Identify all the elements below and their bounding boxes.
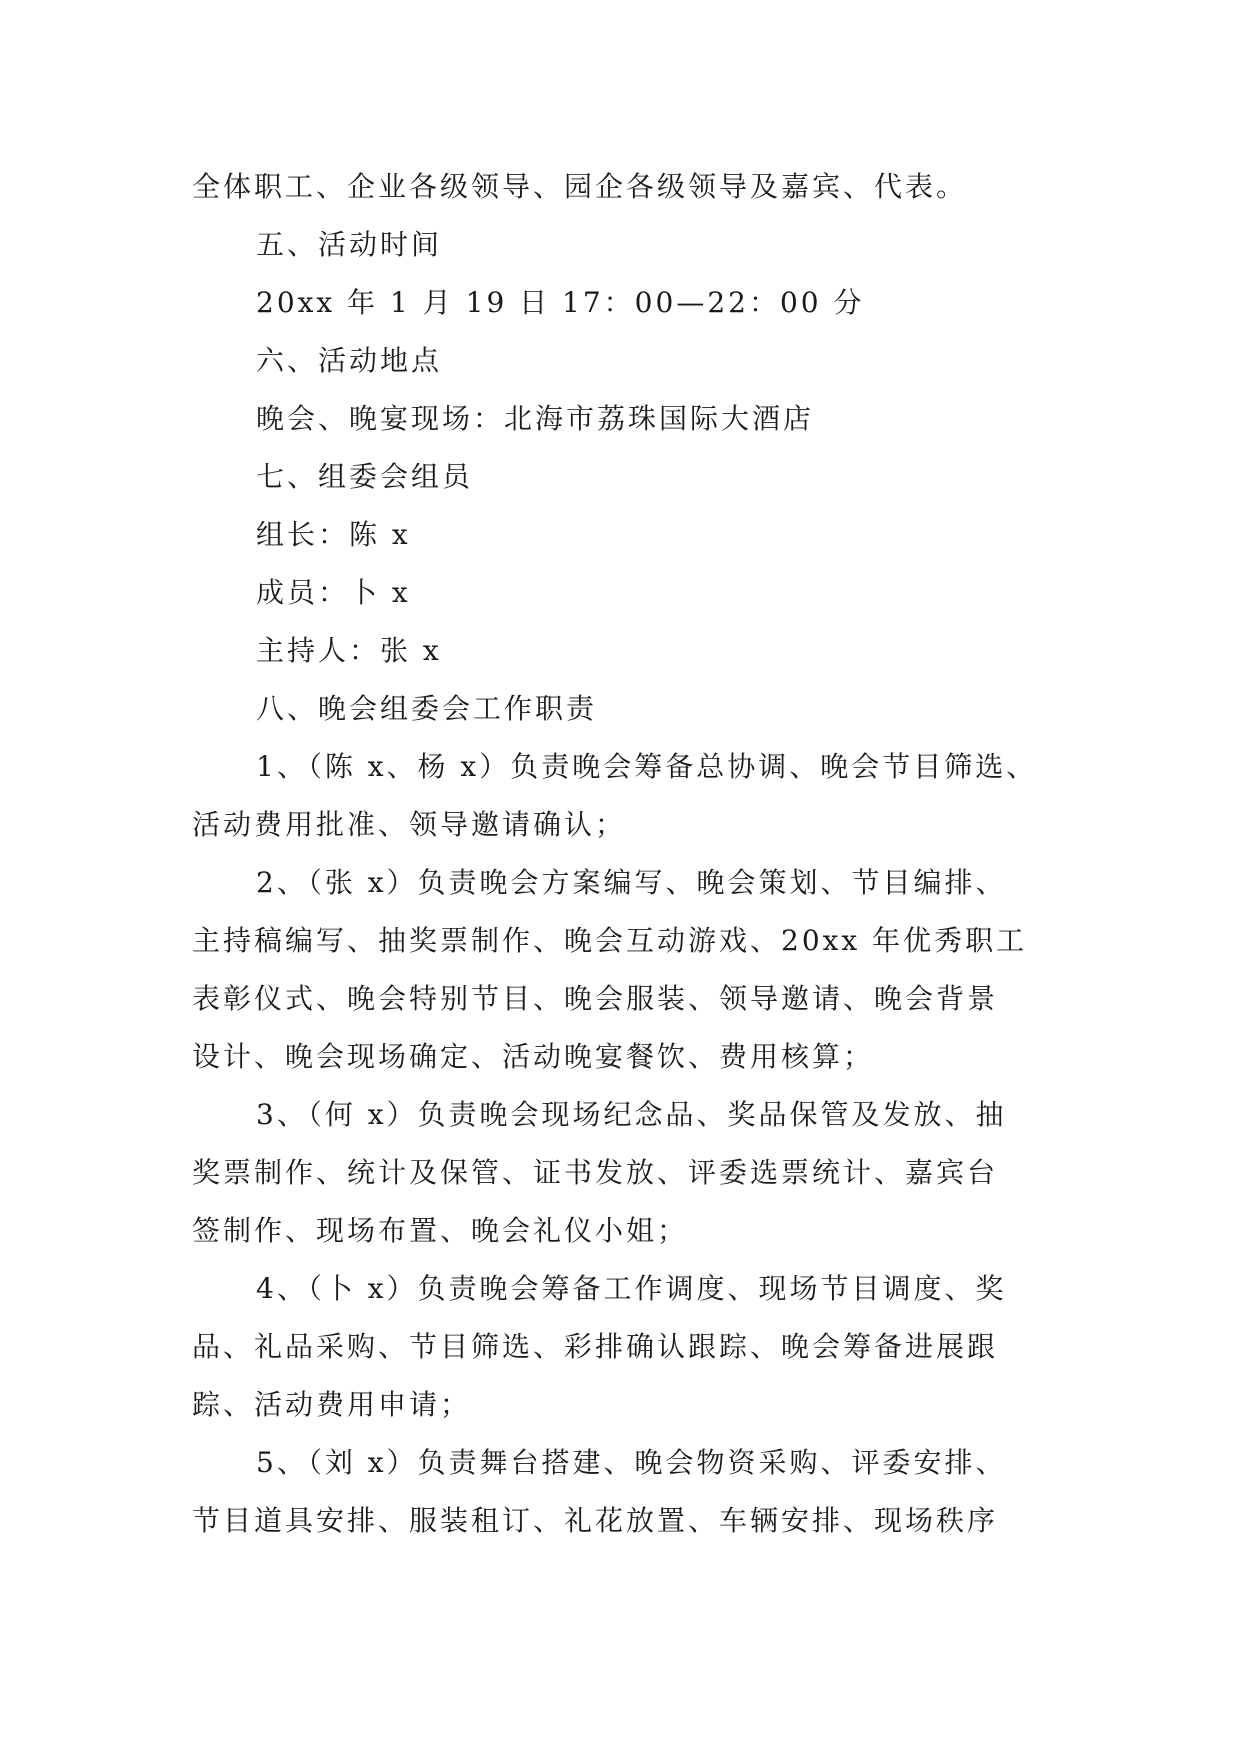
text-line: 踪、活动费用申请；	[192, 1388, 472, 1421]
section-heading-location: 六、活动地点	[256, 344, 443, 377]
text-line: 活动费用批准、领导邀请确认；	[192, 808, 627, 841]
text-line: 主持稿编写、抽奖票制作、晚会互动游戏、20xx 年优秀职工	[192, 924, 1028, 957]
text-line: 5、（刘 x）负责舞台搭建、晚会物资采购、评委安排、	[256, 1446, 1007, 1479]
text-line: 品、礼品采购、节目筛选、彩排确认跟踪、晚会筹备进展跟	[192, 1330, 999, 1363]
text-line: 节目道具安排、服装租订、礼花放置、车辆安排、现场秩序	[192, 1504, 999, 1537]
text-line: 20xx 年 1 月 19 日 17：00—22：00 分	[256, 286, 865, 319]
text-line: 表彰仪式、晚会特别节目、晚会服装、领导邀请、晚会背景	[192, 982, 999, 1015]
text-line: 1、（陈 x、杨 x）负责晚会筹备总协调、晚会节目筛选、	[256, 750, 1038, 783]
text-line: 奖票制作、统计及保管、证书发放、评委选票统计、嘉宾台	[192, 1156, 999, 1189]
text-line: 签制作、现场布置、晚会礼仪小姐；	[192, 1214, 689, 1247]
section-heading-time: 五、活动时间	[256, 228, 443, 261]
text-line: 全体职工、企业各级领导、园企各级领导及嘉宾、代表。	[192, 170, 968, 203]
text-line: 2、（张 x）负责晚会方案编写、晚会策划、节目编排、	[256, 866, 1007, 899]
section-heading-duties: 八、晚会组委会工作职责	[256, 692, 598, 725]
text-line: 组长：陈 x	[256, 518, 411, 551]
text-line: 3、（何 x）负责晚会现场纪念品、奖品保管及发放、抽	[256, 1098, 1007, 1131]
text-line: 主持人：张 x	[256, 634, 442, 667]
text-line: 成员：卜 x	[256, 576, 411, 609]
text-line: 晚会、晚宴现场：北海市荔珠国际大酒店	[256, 402, 815, 435]
section-heading-committee: 七、组委会组员	[256, 460, 474, 493]
document-body	[192, 158, 1062, 1550]
text-line: 4、（卜 x）负责晚会筹备工作调度、现场节目调度、奖	[256, 1272, 1007, 1305]
text-line: 设计、晚会现场确定、活动晚宴餐饮、费用核算；	[192, 1040, 875, 1073]
